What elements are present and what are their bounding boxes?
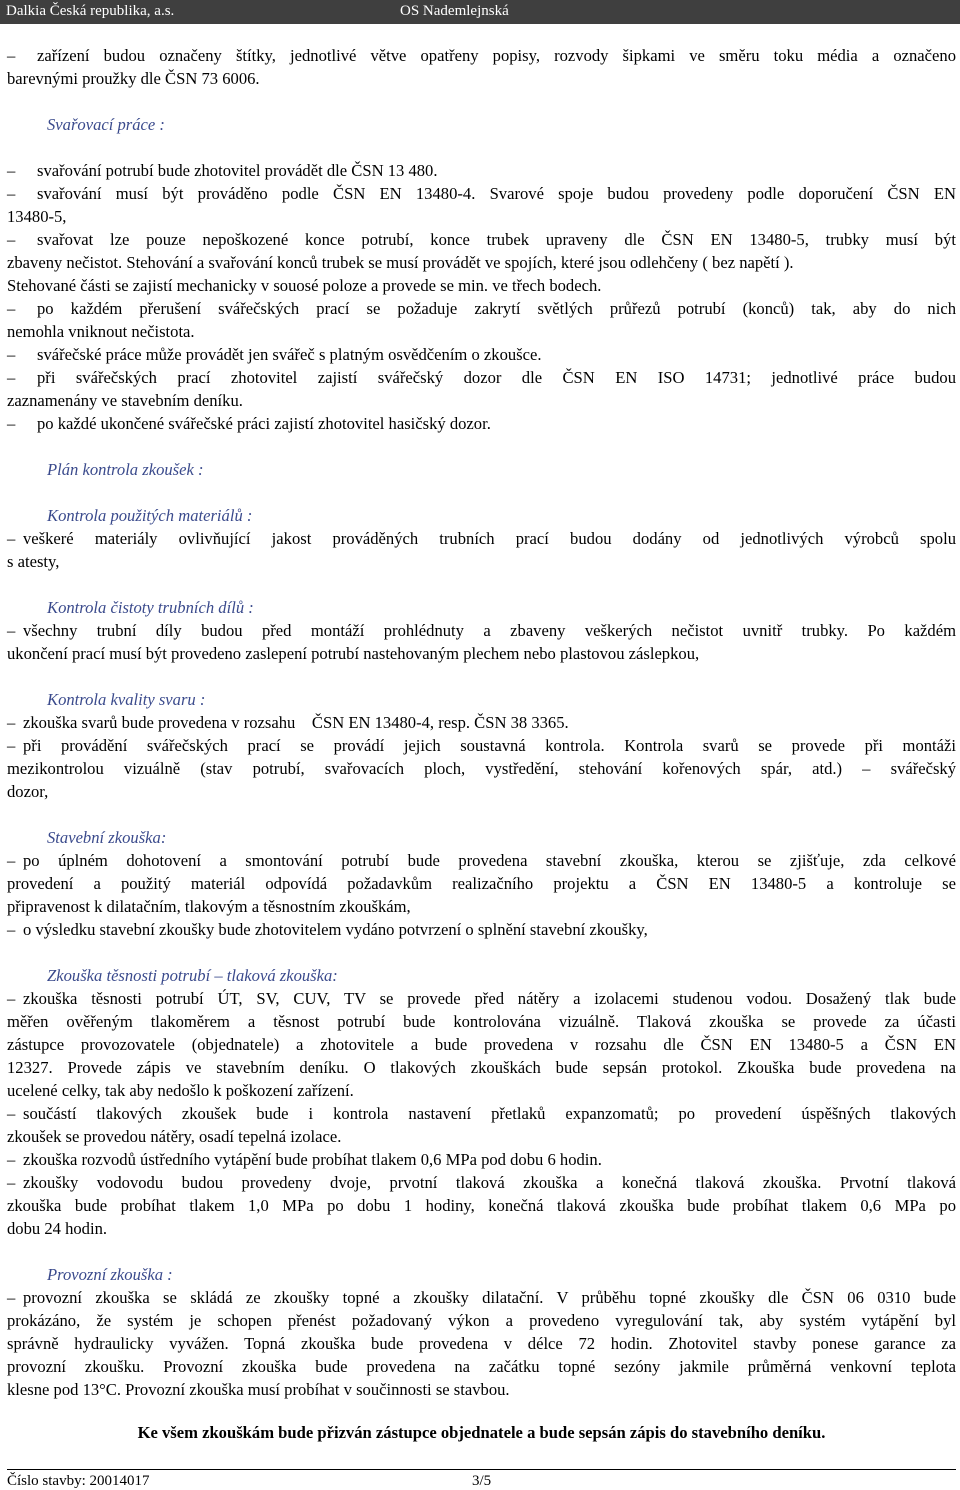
paragraph-line: dobu 24 hodin. — [7, 1219, 108, 1238]
dash-icon: – — [7, 989, 16, 1008]
paragraph-line: provedení a použitý materiál odpovídá požadavkům realizačního projektu a ČSN EN 13480-5 a kontroluje se — [7, 874, 956, 893]
list-item: – po každém přerušení svářečských prací se požaduje zakrytí světlých průřezů potrubí (konců) tak, aby do nich — [7, 299, 956, 318]
paragraph-line: 13480-5, — [7, 207, 67, 226]
list-item: – zkoušky vodovodu budou provedeny dvoje, prvotní tlaková zkouška a konečná tlaková zkouška. Prvotní tlaková — [7, 1173, 956, 1192]
list-item: – svařování musí být prováděno podle ČSN EN 13480-4. Svarové spoje budou provedeny podle doporučení ČSN EN — [7, 184, 956, 203]
paragraph-line: zkoušek se provedou nátěry, osadí tepelná izolace. — [7, 1127, 342, 1146]
paragraph-line: provozní zkoušku. Provozní zkouška bude provedena na začátku topné sezóny jakmile průměrná venkovní teplota — [7, 1357, 956, 1376]
list-item: – zkouška těsnosti potrubí ÚT, SV, CUV, TV se provede před nátěry a izolacemi studenou vodou. Dosažený tlak bude — [7, 989, 956, 1008]
dash-icon: – — [7, 299, 16, 318]
paragraph-line: připravenost k dilatačním, tlakovým a těsnostním zkouškám, — [7, 897, 411, 916]
section-title: Kontrola čistoty trubních dílů : — [47, 598, 254, 617]
dash-icon: – — [7, 345, 16, 364]
dash-icon: – — [7, 529, 16, 548]
page-footer — [7, 1469, 956, 1489]
dash-icon: – — [7, 713, 16, 732]
section-title: Plán kontrola zkoušek : — [47, 460, 204, 479]
list-item: – zkouška rozvodů ústředního vytápění bude probíhat tlakem 0,6 MPa pod dobu 6 hodin. — [7, 1150, 602, 1169]
dash-icon: – — [7, 736, 16, 755]
list-item: – všechny trubní díly budou před montáží prohlédnuty a zbaveny veškerých nečistot uvnitř trubky. Po každém — [7, 621, 956, 640]
paragraph-line: zkouška bude probíhat tlakem 1,0 MPa po dobu 1 hodiny, konečná tlaková zkouška bude probíhat tlakem 0,6 MPa po — [7, 1196, 956, 1215]
dash-icon: – — [7, 368, 16, 387]
list-item: – při provádění svářečských prací se provádí jejich soustavná kontrola. Kontrola svarů se provede při montáži — [7, 736, 956, 755]
header-company: Dalkia Česká republika, a.s. — [6, 3, 175, 19]
section-title: Kontrola kvality svaru : — [47, 690, 206, 709]
closing-statement: Ke všem zkouškám bude přizván zástupce objednatele a bude sepsán zápis do stavebního deníku. — [137, 1423, 826, 1442]
paragraph-line: dozor, — [7, 782, 49, 801]
section-title: Svařovací práce : — [47, 115, 165, 134]
list-item: – o výsledku stavební zkoušky bude zhotovitelem vydáno potvrzení o splnění stavební zkoušky, — [7, 920, 648, 939]
paragraph-line: mezikontrolou vizuálně (stav potrubí, svařovacích ploch, vystředění, stehování kořenových spár, atd.) – svářečský — [7, 759, 956, 778]
paragraph-line: ukončení prací musí být provedeno zaslepení potrubí nastehovaným plechem nebo plastovou záslepkou, — [7, 644, 700, 663]
dash-icon: – — [7, 1288, 16, 1307]
dash-icon: – — [7, 1104, 16, 1123]
footer-page-number: 3/5 — [472, 1473, 492, 1489]
dash-icon: – — [7, 1150, 16, 1169]
paragraph-line: Stehované části se zajistí mechanicky v souosé poloze a provede se min. ve třech bodech. — [7, 276, 602, 295]
header-title: OS Nademlejnská — [400, 3, 509, 19]
paragraph-line: nemohla vniknout nečistota. — [7, 322, 195, 341]
paragraph-line: zástupce provozovatele (objednatele) a zhotovitele a bude provedena v rozsahu dle ČSN EN 13480-5 a ČSN EN — [7, 1035, 956, 1054]
section-title: Stavební zkouška: — [47, 828, 167, 847]
paragraph-line: 12327. Provede zápis ve stavebním deníku. O tlakových zkouškách bude sepsán protokol. Zkouška bude provedena na — [7, 1058, 956, 1077]
paragraph-line: klesne pod 13°C. Provozní zkouška musí probíhat v součinnosti se stavbou. — [7, 1380, 510, 1399]
page-header — [0, 0, 960, 24]
list-item: – svařování potrubí bude zhotovitel provádět dle ČSN 13 480. — [7, 161, 438, 180]
dash-icon: – — [7, 184, 16, 203]
dash-icon: – — [7, 230, 16, 249]
dash-icon: – — [7, 621, 16, 640]
list-item: – provozní zkouška se skládá ze zkoušky topné a zkoušky dilatační. V průběhu topné zkoušky dle ČSN 06 0310 bude — [7, 1288, 956, 1307]
dash-icon: – — [7, 46, 16, 65]
paragraph-line: měřen ověřeným tlakoměrem a těsnost potrubí bude kontrolována vizuálně. Tlaková zkouška se provede za účasti — [7, 1012, 956, 1031]
dash-icon: – — [7, 161, 16, 180]
footer-build-number: Číslo stavby: 20014017 — [7, 1473, 150, 1489]
dash-icon: – — [7, 851, 16, 870]
paragraph-line: barevnými proužky dle ČSN 73 6006. — [7, 69, 260, 88]
paragraph-line: správně hydraulicky vyvážen. Topná zkouška bude provedena v délce 72 hodin. Zhotovitel stavby ponese garance za — [7, 1334, 956, 1353]
list-item: – zkouška svarů bude provedena v rozsahu ČSN EN 13480-4, resp. ČSN 38 3365. — [7, 713, 569, 732]
list-item: – po úplném dohotovení a smontování potrubí bude provedena stavební zkouška, kterou se zjišťuje, zda celkové — [7, 851, 956, 870]
paragraph-line: – zařízení budou označeny štítky, jednotlivé větve opatřeny popisy, rozvody šipkami ve směru toku média a označeno — [7, 46, 956, 65]
section-title: Zkouška těsnosti potrubí – tlaková zkouška: — [47, 966, 338, 985]
list-item: – veškeré materiály ovlivňující jakost prováděných trubních prací budou dodány od jednotlivých výrobců spolu — [7, 529, 956, 548]
list-item: – svařovat lze pouze nepoškozené konce potrubí, konce trubek upraveny dle ČSN EN 13480-5, trubky musí být — [7, 230, 956, 249]
list-item: – součástí tlakových zkoušek bude i kontrola nastavení přetlaků expanzomatů; po provedení úspěšných tlakových — [7, 1104, 956, 1123]
section-title: Kontrola použitých materiálů : — [47, 506, 253, 525]
list-item: – po každé ukončené svářečské práci zajistí zhotovitel hasičský dozor. — [7, 414, 491, 433]
paragraph-line: ucelené celky, tak aby nedošlo k poškození zařízení. — [7, 1081, 354, 1100]
list-item: – svářečské práce může provádět jen svářeč s platným osvědčením o zkoušce. — [7, 345, 542, 364]
section-title: Provozní zkouška : — [47, 1265, 173, 1284]
paragraph-line: zaznamenány ve stavebním deníku. — [7, 391, 243, 410]
dash-icon: – — [7, 920, 16, 939]
list-item: – při svářečských prací zhotovitel zajistí svářečský dozor dle ČSN EN ISO 14731; jednotlivé práce budou — [7, 368, 956, 387]
paragraph-line: s atesty, — [7, 552, 60, 571]
document-body — [7, 44, 956, 1444]
dash-icon: – — [7, 414, 16, 433]
dash-icon: – — [7, 1173, 16, 1192]
paragraph-line: zbaveny nečistot. Stehování a svařování konců trubek se musí provádět ve spojích, které jsou odlehčeny ( bez napětí ). — [7, 253, 794, 272]
paragraph-line: prokázáno, že systém je schopen přenést požadovaný výkon a provedeno vyregulování tak, aby systém vytápění byl — [7, 1311, 956, 1330]
